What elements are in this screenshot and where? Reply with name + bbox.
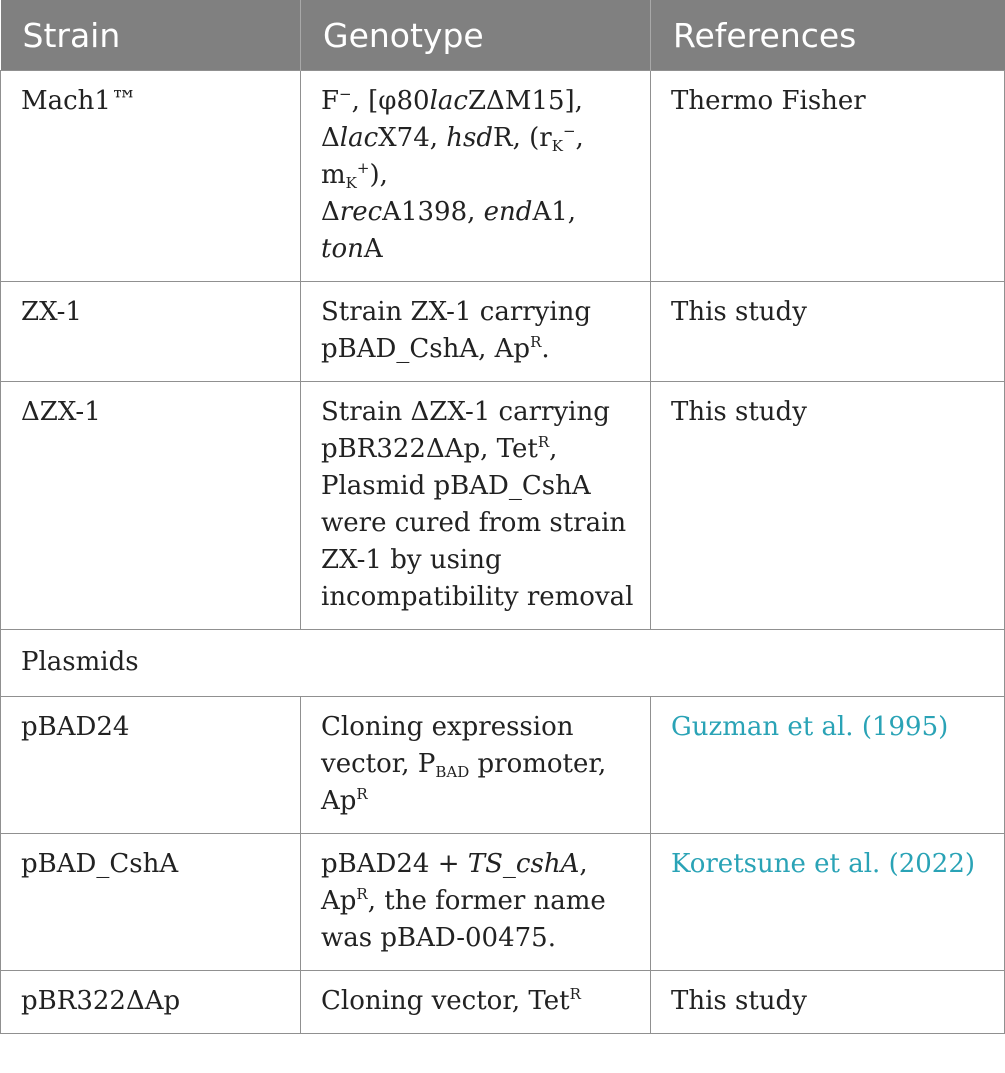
strain-cell: pBAD_CshA [1,834,301,971]
table-row [1,971,1005,1034]
reference-cell: This study [651,971,1005,1034]
reference-link-koretsune[interactable]: Koretsune et al. (2022) [651,834,1005,971]
header-references: References [651,0,1005,71]
strain-cell: ΔZX-1 [1,382,301,630]
header-row [1,0,1005,71]
genotype-cell: pBAD24 + TS_cshA, $Ap^R$, the former name was pBAD-00475. [301,834,651,971]
header-genotype: Genotype [301,0,651,71]
strain-cell: Mach1™ [1,71,301,282]
table-row [1,282,1005,382]
reference-cell: This study [651,382,1005,630]
genotype-cell: Cloning vector, Tet$^R$ [301,971,651,1034]
reference-link-guzman[interactable]: Guzman et al. (1995) [651,697,1005,834]
reference-cell: This study [651,282,1005,382]
section-label-plasmids: Plasmids [1,630,1005,697]
genotype-cell: Cloning expression vector, $P_{BAD}$ promoter, $Ap^R$ [301,697,651,834]
table-row [1,834,1005,971]
genotype-cell: Strain ZX-1 carrying pBAD_CshA, $Ap^R$. [301,282,651,382]
genotype-cell: F−, [φ80lacZΔM15], ΔlacX74, hsdR, ($r_K^-$, $m_K^+$), ΔrecA1398, endA1, tonA [301,71,651,282]
strain-cell: ZX-1 [1,282,301,382]
table-row [1,697,1005,834]
table-row [1,71,1005,282]
table-row [1,382,1005,630]
strain-cell: pBR322ΔAp [1,971,301,1034]
header-strain: Strain [1,0,301,71]
section-row [1,630,1005,697]
genotype-cell: Strain ΔZX-1 carrying pBR322ΔAp, Tet$^R$, Plasmid pBAD_CshA were cured from strain ZX-1 by using incompatibility removal [301,382,651,630]
strain-cell: pBAD24 [1,697,301,834]
reference-cell: Thermo Fisher [651,71,1005,282]
